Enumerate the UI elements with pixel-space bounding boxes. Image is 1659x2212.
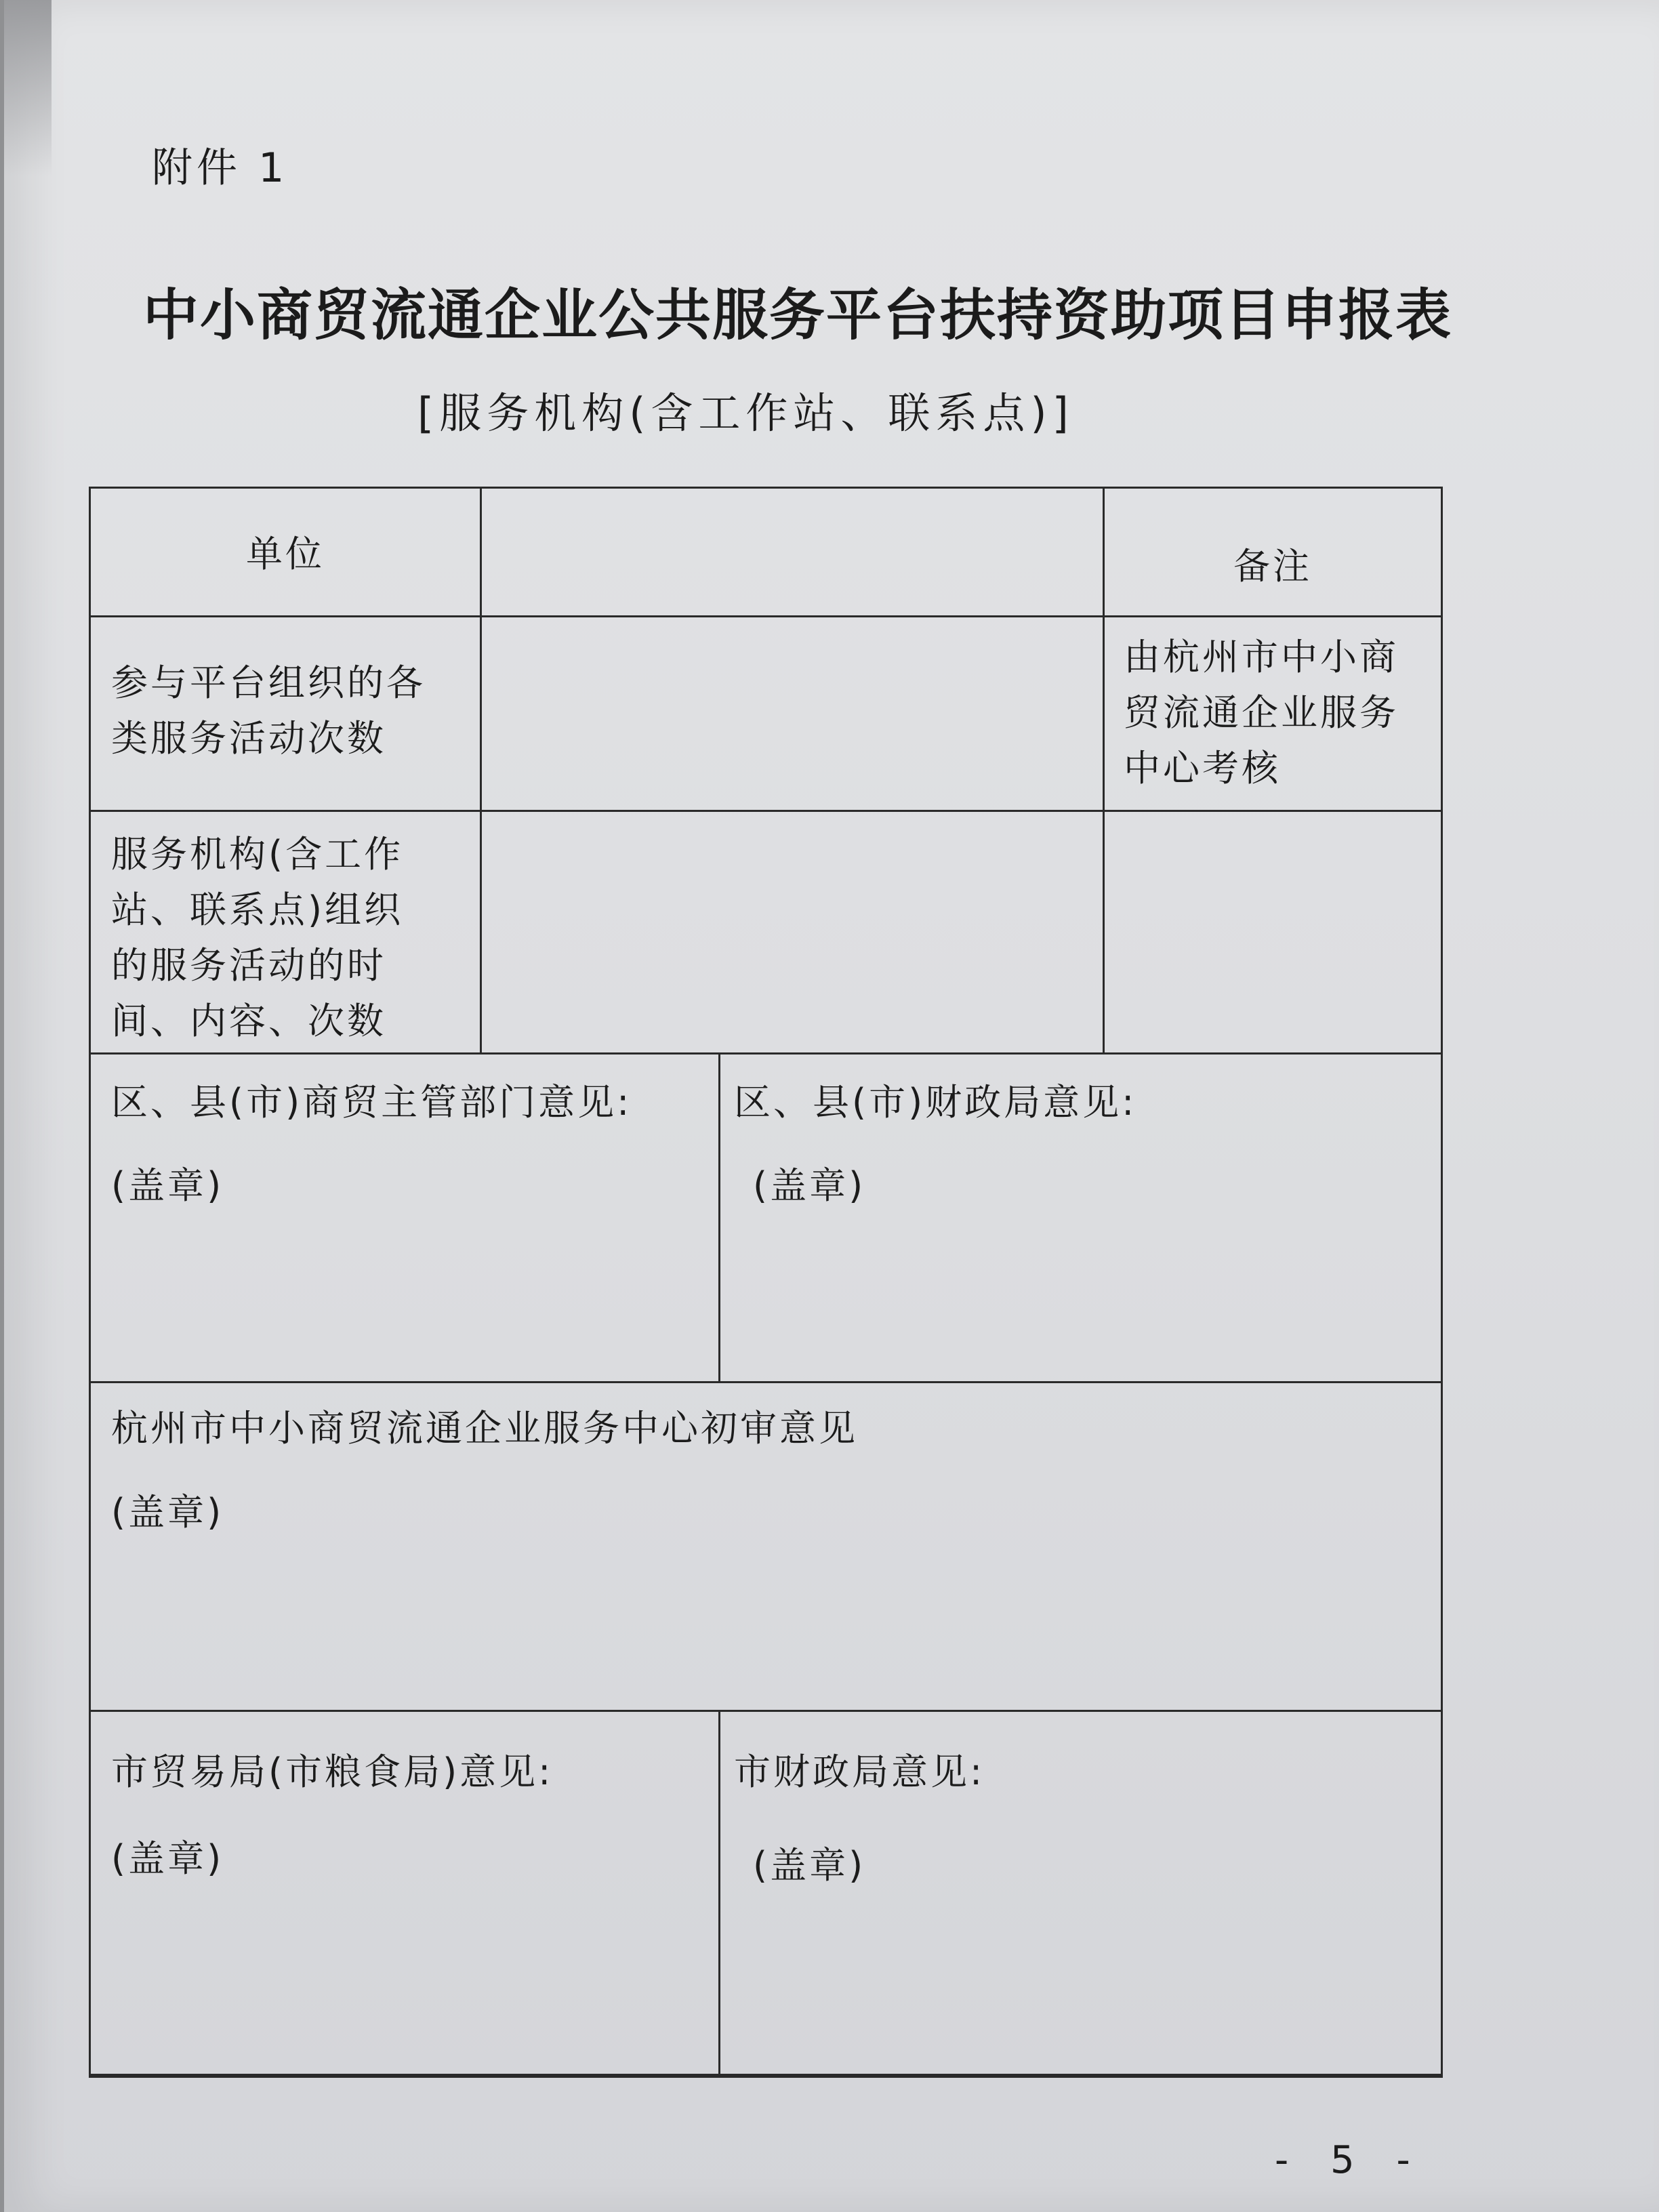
- activity-count-remark-line-3: 中心考核: [1124, 747, 1281, 790]
- activity-count-label-line-1: 参与平台组织的各: [111, 661, 426, 704]
- city-trade-opinion-cell[interactable]: [89, 1710, 720, 2078]
- activity-count-remark-cell: [1103, 615, 1443, 812]
- city-finance-seal: (盖章): [753, 1844, 866, 1887]
- district-finance-opinion-cell[interactable]: [718, 1052, 1443, 1383]
- remark-header-cell: [1103, 487, 1443, 617]
- activity-detail-label-line-3: 的服务活动的时: [111, 944, 386, 987]
- district-trade-seal: (盖章): [111, 1164, 224, 1207]
- city-trade-seal: (盖章): [111, 1837, 224, 1880]
- service-center-opinion-cell[interactable]: [89, 1381, 1443, 1712]
- service-center-seal: (盖章): [111, 1491, 224, 1534]
- activity-detail-label-line-2: 站、联系点)组织: [111, 888, 404, 931]
- activity-count-value-cell[interactable]: [480, 615, 1105, 812]
- activity-detail-label-cell: [89, 810, 482, 1054]
- document-title: 中小商贸流通企业公共服务平台扶持资助项目申报表: [143, 283, 1453, 348]
- activity-detail-label-line-4: 间、内容、次数: [111, 1000, 386, 1042]
- city-finance-opinion-cell[interactable]: [718, 1710, 1443, 2078]
- unit-value-cell[interactable]: [480, 487, 1105, 617]
- district-trade-opinion-label: 区、县(市)商贸主管部门意见:: [111, 1081, 632, 1124]
- application-form-table: [89, 487, 1443, 2076]
- district-trade-opinion-cell[interactable]: [89, 1052, 720, 1383]
- document-subtitle: [服务机构(含工作站、联系点)]: [417, 388, 1074, 438]
- service-center-opinion-label: 杭州市中小商贸流通企业服务中心初审意见: [111, 1407, 858, 1450]
- unit-label: 单位: [246, 533, 325, 575]
- activity-count-remark-line-2: 贸流通企业服务: [1124, 691, 1399, 734]
- unit-label-cell: [89, 487, 482, 617]
- activity-detail-remark-cell[interactable]: [1103, 810, 1443, 1054]
- activity-count-label-cell: [89, 615, 482, 812]
- document-page: [4, 0, 1659, 2212]
- district-finance-seal: (盖章): [753, 1164, 866, 1207]
- remark-header: 备注: [1233, 545, 1312, 588]
- page-corner-shadow: [4, 0, 52, 176]
- attachment-label: 附件 1: [152, 144, 289, 192]
- activity-count-remark-line-1: 由杭州市中小商: [1124, 636, 1399, 678]
- district-finance-opinion-label: 区、县(市)财政局意见:: [734, 1081, 1137, 1124]
- activity-count-label-line-2: 类服务活动次数: [111, 717, 386, 760]
- activity-detail-label-line-1: 服务机构(含工作: [111, 833, 404, 876]
- activity-detail-value-cell[interactable]: [480, 810, 1105, 1054]
- city-trade-opinion-label: 市贸易局(市粮食局)意见:: [111, 1750, 554, 1793]
- city-finance-opinion-label: 市财政局意见:: [734, 1750, 985, 1793]
- page-number: - 5 -: [1275, 2138, 1425, 2182]
